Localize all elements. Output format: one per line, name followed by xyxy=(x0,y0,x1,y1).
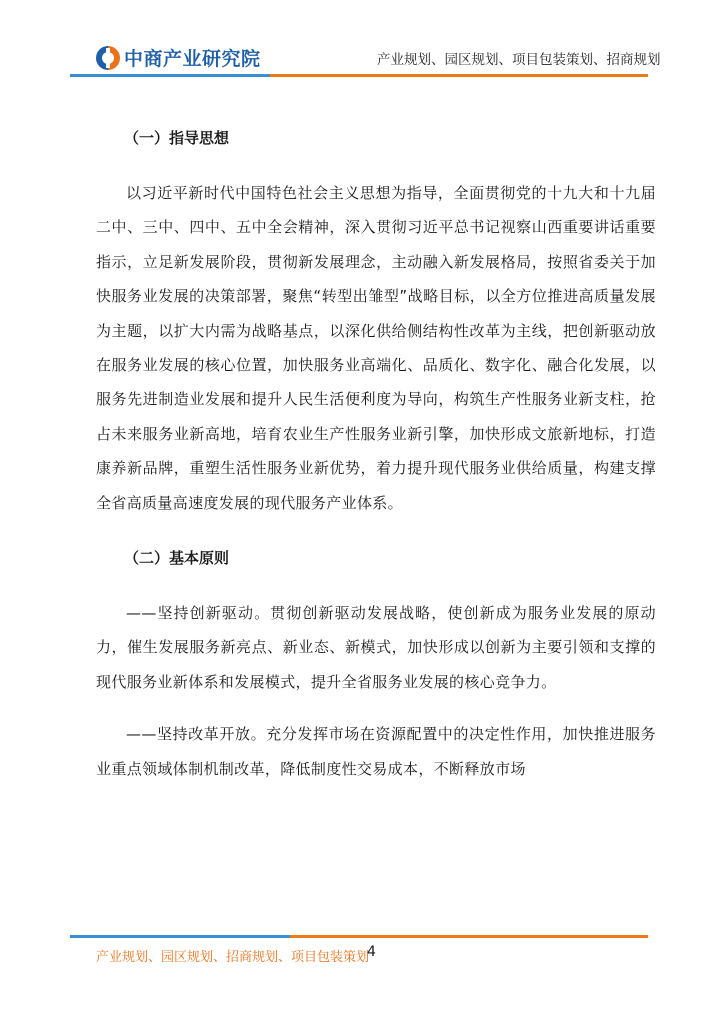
footer-divider-orange xyxy=(290,935,648,938)
company-logo xyxy=(96,44,261,71)
page-header xyxy=(0,0,724,90)
header-tagline: 产业规划、园区规划、项目包装策划、招商规划 xyxy=(377,52,661,68)
logo-icon xyxy=(96,46,120,70)
paragraph-innovation-driven: ——坚持创新驱动。贯彻创新驱动发展战略，使创新成为服务业发展的原动力，催生发展服务新亮点、新业态、新模式，加快形成以创新为主要引领和支撑的现代服务业新体系和发展模式，提升全省服务业发展的核心竞争力。 xyxy=(96,604,656,691)
footer-divider-blue xyxy=(70,935,290,938)
section-heading-basic-principles: （二）基本原则 xyxy=(124,549,230,568)
footer-tagline: 产业规划、园区规划、招商规划、项目包装策划 xyxy=(96,950,370,965)
paragraph-reform-opening: ——坚持改革开放。充分发挥市场在资源配置中的决定性作用，加快推进服务业重点领域体制机制改革，降低制度性交易成本，不断释放市场 xyxy=(96,725,656,778)
logo-text: 中商产业研究院 xyxy=(124,48,261,70)
header-divider-orange xyxy=(270,74,648,77)
paragraph-guiding-ideology: 以习近平新时代中国特色社会主义思想为指导，全面贯彻党的十九大和十九届二中、三中、四中、五中全会精神，深入贯彻习近平总书记视察山西重要讲话重要指示，立足新发展阶段，贯彻新发展理念，主动融入新发展格局，按照省委关于加快服务业发展的决策部署，聚焦“转型出雏型”战略目标，以全方位推进高质量发展为主题，以扩大内需为战略基点，以深化供给侧结构性改革为主线，把创新驱动放在服务业发展的核心位置，加快服务业高端化、品质化、数字化、融合化发展，以服务先进制造业发展和提升人民生活便利度为导向，构筑生产性服务业新支柱，抢占未来服务业新高地，培育农业生产性服务业新引擎，加快形成文旅新地标，打造康养新品牌，重塑生活性服务业新优势，着力提升现代服务业供给质量，构建支撑全省高质量高速度发展的现代服务产业体系。 xyxy=(96,184,656,512)
section-heading-guiding-ideology: （一）指导思想 xyxy=(124,129,230,147)
document-body xyxy=(96,118,656,786)
page-number: 4 xyxy=(367,944,376,960)
header-divider-blue xyxy=(70,74,270,77)
